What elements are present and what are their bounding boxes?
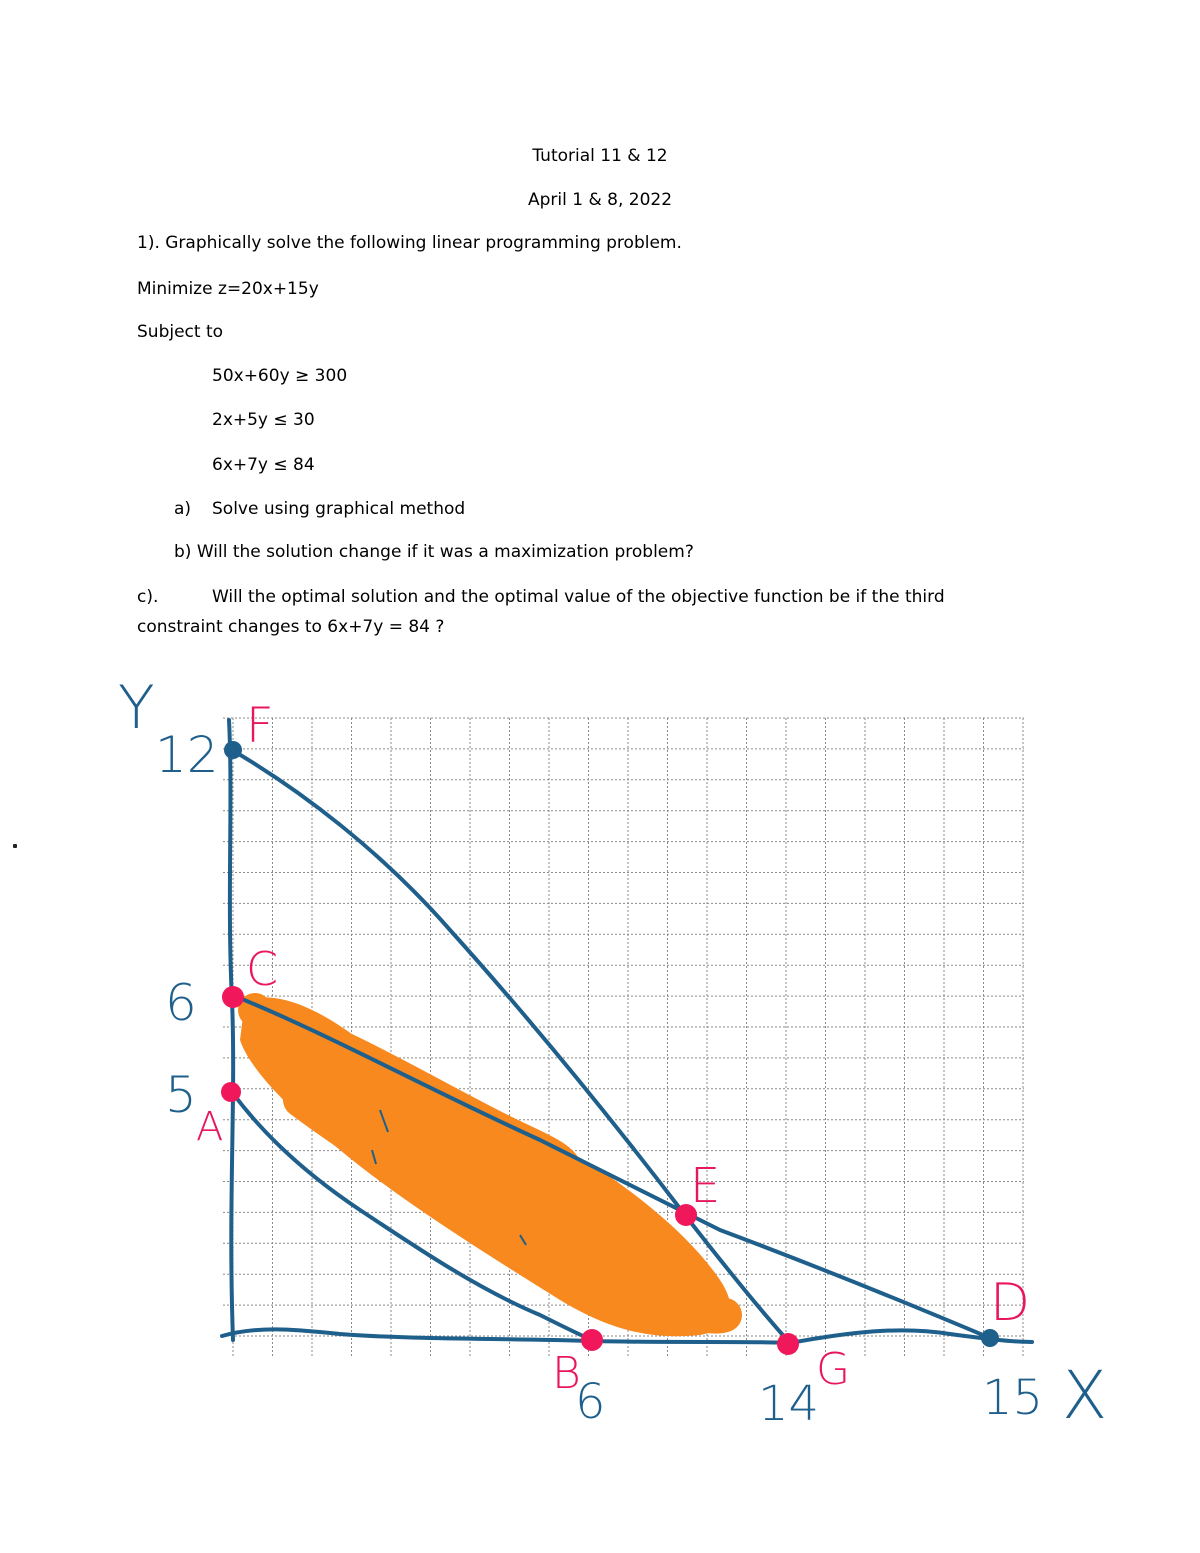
y-tick-6: 6 <box>165 974 197 1032</box>
document-title: Tutorial 11 & 12 <box>532 146 668 166</box>
point-a-marker <box>221 1082 241 1102</box>
point-a-label: A <box>196 1104 224 1150</box>
part-c-marker: c). <box>137 587 159 607</box>
point-b-label: B <box>552 1348 581 1399</box>
feasible-region-shading <box>240 997 730 1336</box>
y-tick-5: 5 <box>165 1066 197 1124</box>
question-intro: 1). Graphically solve the following linear programming problem. <box>137 233 682 253</box>
constraint-2: 2x+5y ≤ 30 <box>212 410 315 430</box>
point-c-marker <box>222 986 244 1008</box>
x-axis-label: X <box>1062 1357 1108 1434</box>
point-e-label: E <box>690 1158 721 1214</box>
point-f-marker <box>224 741 242 759</box>
part-c-line-2: constraint changes to 6x+7y = 84 ? <box>137 617 445 637</box>
part-a-marker: a) <box>174 499 192 519</box>
point-g-label: G <box>816 1344 851 1395</box>
x-tick-14: 14 <box>758 1376 820 1432</box>
point-c-label: C <box>246 942 279 996</box>
document-date: April 1 & 8, 2022 <box>527 190 673 210</box>
y-axis-label: Y <box>118 673 155 743</box>
constraint-3: 6x+7y ≤ 84 <box>212 455 315 475</box>
subject-to-label: Subject to <box>137 322 224 342</box>
part-b-text: b) Will the solution change if it was a maximization problem? <box>174 542 694 562</box>
objective-function: Minimize z=20x+15y <box>137 279 319 299</box>
point-f-label: F <box>246 698 274 754</box>
point-g-marker <box>777 1333 799 1355</box>
y-tick-12: 12 <box>155 726 219 784</box>
point-d-label: D <box>990 1273 1031 1333</box>
part-c-line-1: Will the optimal solution and the optimal value of the objective function be if the third <box>212 587 945 607</box>
point-b-marker <box>581 1329 603 1351</box>
x-tick-15: 15 <box>982 1370 1044 1426</box>
x-tick-6: 6 <box>575 1374 606 1430</box>
part-a-text: Solve using graphical method <box>212 499 466 519</box>
y-axis-line <box>229 720 233 1340</box>
constraint-1: 50x+60y ≥ 300 <box>212 366 348 386</box>
